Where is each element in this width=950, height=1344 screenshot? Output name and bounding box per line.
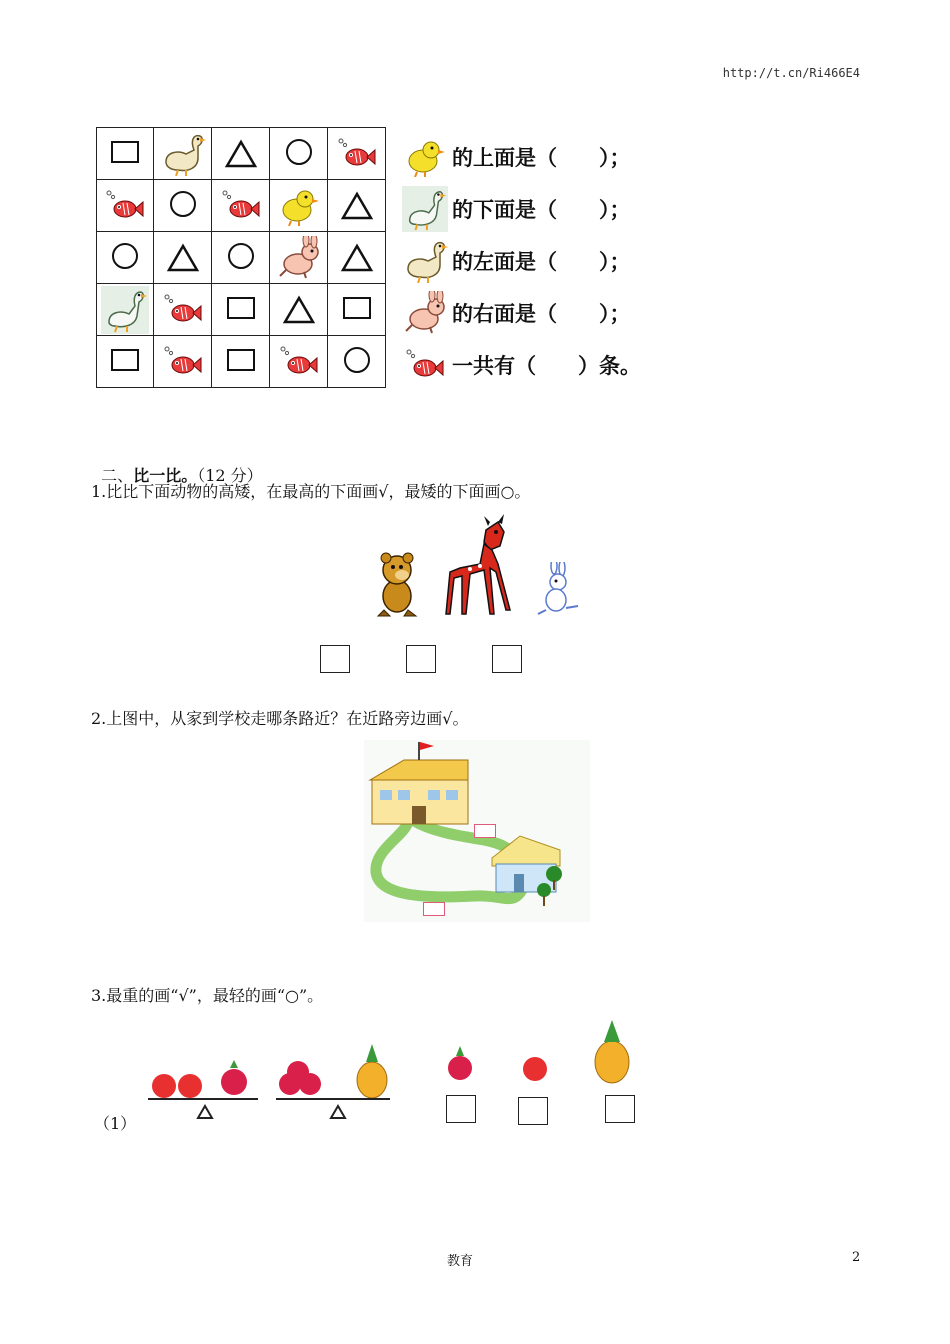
fish-icon: [270, 345, 327, 379]
grid-cell-triangle: [212, 128, 270, 180]
question-3: 3.最重的画“√”，最轻的画“○”。: [91, 986, 324, 1005]
question-text: 的右面是（ ）；: [452, 302, 631, 326]
question-text: 的下面是（ ）；: [452, 198, 631, 222]
deer-icon: [440, 514, 520, 618]
square-shape: [111, 141, 139, 163]
grid-cell-circle: [212, 232, 270, 284]
section-number: 二、: [101, 466, 134, 485]
question-row: [402, 339, 641, 391]
section-score: （12 分）: [197, 466, 263, 485]
square-shape: [227, 297, 255, 319]
duck-icon: [154, 132, 211, 176]
grid-cell-fish: [212, 180, 270, 232]
section-heading: 比一比。: [133, 466, 198, 485]
fish-icon: [97, 189, 153, 223]
question-row: [402, 235, 641, 287]
grid-cell-circle: [270, 128, 328, 180]
grid-cell-circle: [154, 180, 212, 232]
answer-box-bear[interactable]: [320, 645, 350, 673]
grid-cell-square: [97, 128, 154, 180]
question-2: 2.上图中，从家到学校走哪条路近？在近路旁边画√。: [91, 709, 469, 728]
header-url: http://t.cn/Ri466E4: [722, 66, 860, 80]
question-row: [402, 183, 641, 235]
chick-icon: [402, 134, 448, 180]
grid-cell-fish: [328, 128, 386, 180]
radish-icon: [442, 1046, 478, 1082]
question-list: [402, 131, 641, 391]
grid-cell-fish: [270, 336, 328, 388]
grid-cell-triangle: [328, 180, 386, 232]
fish-icon: [154, 293, 211, 327]
fish-icon: [402, 342, 448, 388]
grid-cell-square: [212, 284, 270, 336]
question-text: 的上面是（ ）；: [452, 146, 631, 170]
grid-row: [97, 180, 386, 232]
rabbit-icon: [532, 562, 584, 618]
goose-icon: [97, 286, 153, 334]
answer-box-deer[interactable]: [406, 645, 436, 673]
question-row: [402, 131, 641, 183]
triangle-shape: [224, 139, 258, 169]
square-shape: [111, 349, 139, 371]
grid-cell-triangle: [270, 284, 328, 336]
tomato-icon: [520, 1054, 550, 1082]
triangle-shape: [340, 191, 374, 221]
grid-cell-square: [212, 336, 270, 388]
fish-icon: [328, 137, 385, 171]
grid-cell-rabbit: [270, 232, 328, 284]
footer-label: 教育: [447, 1254, 474, 1269]
grid-row: [97, 284, 386, 336]
grid-cell-fish: [97, 180, 154, 232]
grid-cell-chick: [270, 180, 328, 232]
answer-box-pineapple[interactable]: [605, 1095, 635, 1123]
fish-icon: [154, 345, 211, 379]
page-number: 2: [852, 1250, 861, 1265]
grid-cell-fish: [154, 336, 212, 388]
circle-shape: [286, 139, 312, 165]
grid-cell-circle: [97, 232, 154, 284]
triangle-shape: [166, 243, 200, 273]
pineapple-icon: [590, 1020, 634, 1084]
animal-shape-grid: [96, 127, 386, 388]
grid-cell-square: [97, 336, 154, 388]
grid-cell-square: [328, 284, 386, 336]
question-3-part-1: （1）: [94, 1114, 137, 1133]
circle-shape: [344, 347, 370, 373]
balance-scale-1: [148, 1054, 262, 1120]
circle-shape: [170, 191, 196, 217]
square-shape: [227, 349, 255, 371]
answer-box-tomato[interactable]: [518, 1097, 548, 1125]
duck-icon: [402, 238, 448, 284]
question-1: 1.比比下面动物的高矮，在最高的下面画√，最矮的下面画○。: [91, 482, 531, 501]
long-path-box[interactable]: [423, 902, 445, 916]
question-row: [402, 287, 641, 339]
circle-shape: [112, 243, 138, 269]
rabbit-icon: [402, 290, 448, 336]
goose-icon: [402, 186, 448, 232]
grid-row: [97, 128, 386, 180]
answer-box-rabbit[interactable]: [492, 645, 522, 673]
circle-shape: [228, 243, 254, 269]
grid-cell-triangle: [154, 232, 212, 284]
grid-cell-duck: [154, 128, 212, 180]
grid-cell-triangle: [328, 232, 386, 284]
short-path-box[interactable]: [474, 824, 496, 838]
rabbit-icon: [270, 236, 327, 280]
question-text: 一共有（ ）条。: [452, 354, 641, 378]
fish-icon: [212, 189, 269, 223]
answer-box-radish[interactable]: [446, 1095, 476, 1123]
bear-icon: [368, 548, 426, 618]
grid-row: [97, 336, 386, 388]
triangle-shape: [282, 295, 316, 325]
grid-row: [97, 232, 386, 284]
square-shape: [343, 297, 371, 319]
question-text: 的左面是（ ）；: [452, 250, 631, 274]
grid-cell-goose: [97, 284, 154, 336]
grid-cell-circle: [328, 336, 386, 388]
balance-scale-2: [276, 1038, 392, 1120]
triangle-shape: [340, 243, 374, 273]
grid-cell-fish: [154, 284, 212, 336]
chick-icon: [270, 186, 327, 226]
